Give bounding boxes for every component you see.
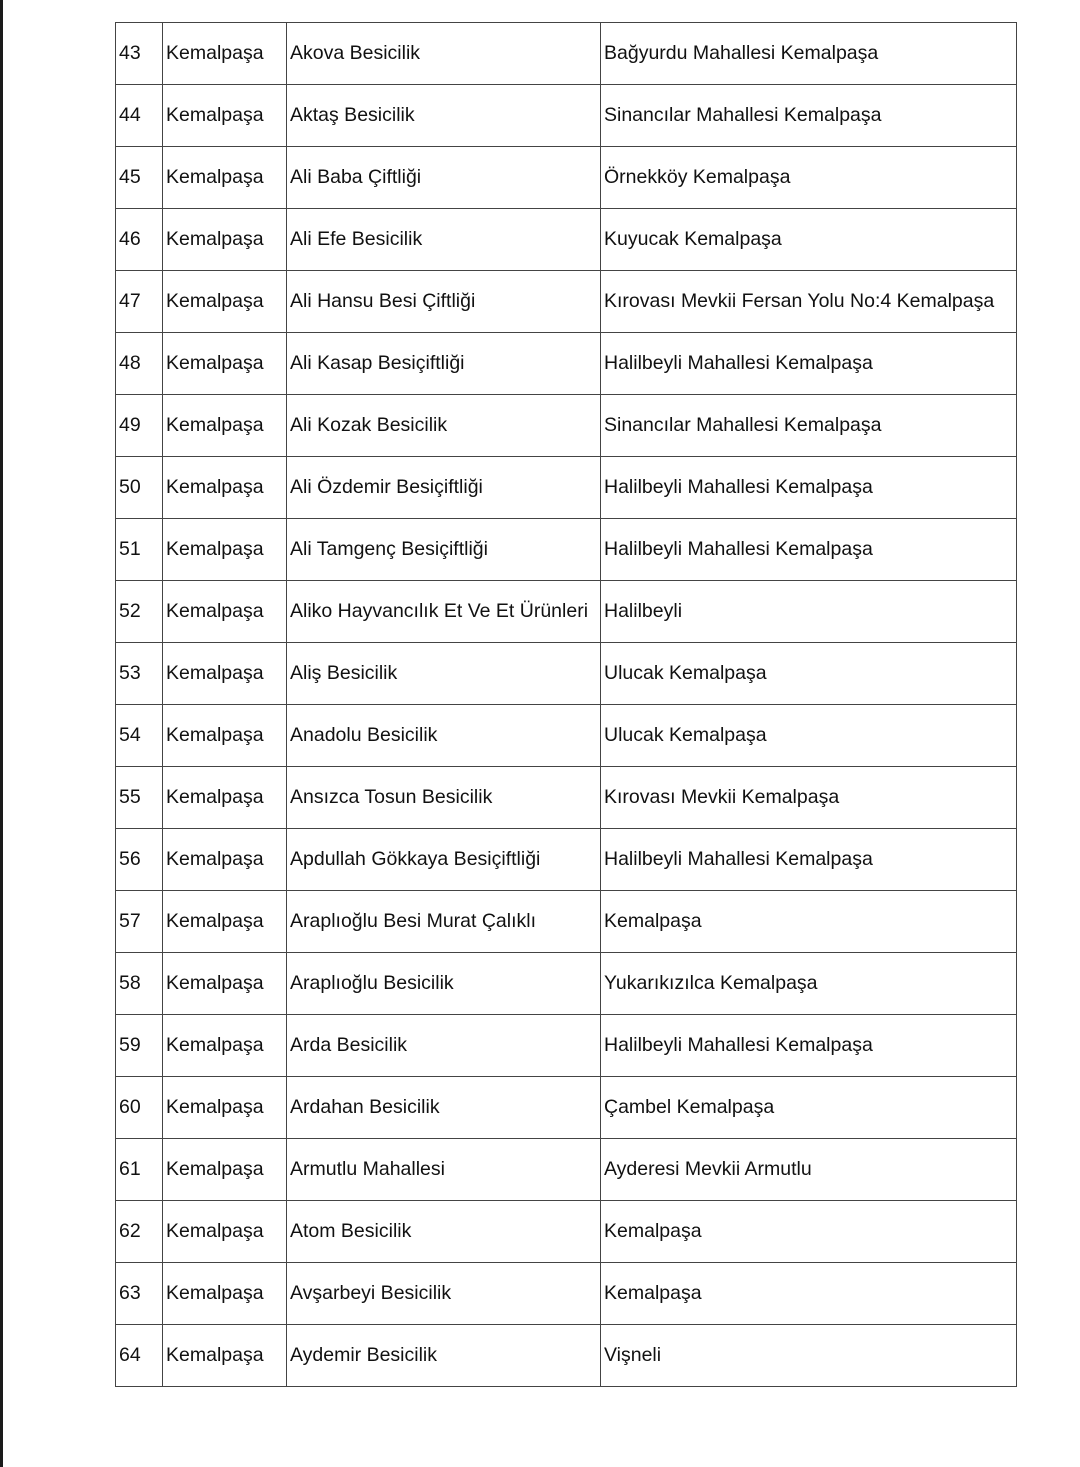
business-name-cell: Araplıoğlu Besi Murat Çalıklı [287, 891, 601, 953]
table-row [116, 1325, 1017, 1387]
address-cell: Halilbeyli Mahallesi Kemalpaşa [601, 457, 1017, 519]
address-cell: Halilbeyli [601, 581, 1017, 643]
business-name-cell: Ali Tamgenç Besiçiftliği [287, 519, 601, 581]
row-number-cell: 47 [116, 271, 163, 333]
table-row [116, 209, 1017, 271]
row-number-cell: 45 [116, 147, 163, 209]
table-row [116, 643, 1017, 705]
business-name-cell: Ali Hansu Besi Çiftliği [287, 271, 601, 333]
district-cell: Kemalpaşa [163, 581, 287, 643]
row-number-cell: 58 [116, 953, 163, 1015]
business-name-cell: Ali Özdemir Besiçiftliği [287, 457, 601, 519]
business-name-cell: Ali Efe Besicilik [287, 209, 601, 271]
table-row [116, 767, 1017, 829]
address-cell: Kemalpaşa [601, 1263, 1017, 1325]
district-cell: Kemalpaşa [163, 1325, 287, 1387]
business-name-cell: Ali Kasap Besiçiftliği [287, 333, 601, 395]
district-cell: Kemalpaşa [163, 1139, 287, 1201]
address-cell: Ulucak Kemalpaşa [601, 705, 1017, 767]
row-number-cell: 62 [116, 1201, 163, 1263]
row-number-cell: 63 [116, 1263, 163, 1325]
row-number-cell: 54 [116, 705, 163, 767]
table-row [116, 147, 1017, 209]
business-name-cell: Atom Besicilik [287, 1201, 601, 1263]
table-row [116, 271, 1017, 333]
district-cell: Kemalpaşa [163, 271, 287, 333]
row-number-cell: 50 [116, 457, 163, 519]
address-cell: Halilbeyli Mahallesi Kemalpaşa [601, 519, 1017, 581]
district-cell: Kemalpaşa [163, 395, 287, 457]
business-name-cell: Aktaş Besicilik [287, 85, 601, 147]
address-cell: Kemalpaşa [601, 891, 1017, 953]
business-name-cell: Ansızca Tosun Besicilik [287, 767, 601, 829]
address-cell: Yukarıkızılca Kemalpaşa [601, 953, 1017, 1015]
district-cell: Kemalpaşa [163, 705, 287, 767]
address-cell: Ayderesi Mevkii Armutlu [601, 1139, 1017, 1201]
address-cell: Sinancılar Mahallesi Kemalpaşa [601, 85, 1017, 147]
row-number-cell: 61 [116, 1139, 163, 1201]
district-cell: Kemalpaşa [163, 1263, 287, 1325]
district-cell: Kemalpaşa [163, 209, 287, 271]
district-cell: Kemalpaşa [163, 643, 287, 705]
row-number-cell: 51 [116, 519, 163, 581]
business-name-cell: Ali Baba Çiftliği [287, 147, 601, 209]
district-cell: Kemalpaşa [163, 953, 287, 1015]
business-name-cell: Armutlu Mahallesi [287, 1139, 601, 1201]
address-cell: Halilbeyli Mahallesi Kemalpaşa [601, 829, 1017, 891]
district-cell: Kemalpaşa [163, 457, 287, 519]
district-cell: Kemalpaşa [163, 147, 287, 209]
table-row [116, 1201, 1017, 1263]
address-cell: Bağyurdu Mahallesi Kemalpaşa [601, 23, 1017, 85]
table-row [116, 581, 1017, 643]
district-cell: Kemalpaşa [163, 1077, 287, 1139]
table-row [116, 953, 1017, 1015]
district-cell: Kemalpaşa [163, 85, 287, 147]
district-cell: Kemalpaşa [163, 23, 287, 85]
business-name-cell: Apdullah Gökkaya Besiçiftliği [287, 829, 601, 891]
address-cell: Halilbeyli Mahallesi Kemalpaşa [601, 333, 1017, 395]
row-number-cell: 43 [116, 23, 163, 85]
business-name-cell: Akova Besicilik [287, 23, 601, 85]
address-cell: Vişneli [601, 1325, 1017, 1387]
address-cell: Kemalpaşa [601, 1201, 1017, 1263]
district-cell: Kemalpaşa [163, 1201, 287, 1263]
table-row [116, 705, 1017, 767]
district-cell: Kemalpaşa [163, 519, 287, 581]
table-row [116, 1263, 1017, 1325]
address-cell: Sinancılar Mahallesi Kemalpaşa [601, 395, 1017, 457]
table-row [116, 85, 1017, 147]
table-body [116, 23, 1017, 1387]
table-row [116, 395, 1017, 457]
table-row [116, 1077, 1017, 1139]
address-cell: Çambel Kemalpaşa [601, 1077, 1017, 1139]
table-row [116, 829, 1017, 891]
row-number-cell: 46 [116, 209, 163, 271]
row-number-cell: 56 [116, 829, 163, 891]
row-number-cell: 49 [116, 395, 163, 457]
row-number-cell: 59 [116, 1015, 163, 1077]
business-name-cell: Arda Besicilik [287, 1015, 601, 1077]
address-cell: Kuyucak Kemalpaşa [601, 209, 1017, 271]
district-cell: Kemalpaşa [163, 829, 287, 891]
business-name-cell: Ardahan Besicilik [287, 1077, 601, 1139]
document-page [3, 0, 1080, 1467]
business-name-cell: Ali Kozak Besicilik [287, 395, 601, 457]
row-number-cell: 48 [116, 333, 163, 395]
address-cell: Kırovası Mevkii Fersan Yolu No:4 Kemalpaşa [601, 271, 1017, 333]
business-name-cell: Anadolu Besicilik [287, 705, 601, 767]
row-number-cell: 57 [116, 891, 163, 953]
table-row [116, 457, 1017, 519]
row-number-cell: 55 [116, 767, 163, 829]
table-row [116, 1015, 1017, 1077]
row-number-cell: 60 [116, 1077, 163, 1139]
district-cell: Kemalpaşa [163, 1015, 287, 1077]
table-row [116, 23, 1017, 85]
business-name-cell: Aliko Hayvancılık Et Ve Et Ürünleri [287, 581, 601, 643]
table-row [116, 1139, 1017, 1201]
address-cell: Ulucak Kemalpaşa [601, 643, 1017, 705]
address-cell: Halilbeyli Mahallesi Kemalpaşa [601, 1015, 1017, 1077]
address-cell: Kırovası Mevkii Kemalpaşa [601, 767, 1017, 829]
table-row [116, 891, 1017, 953]
address-cell: Örnekköy Kemalpaşa [601, 147, 1017, 209]
row-number-cell: 64 [116, 1325, 163, 1387]
district-cell: Kemalpaşa [163, 333, 287, 395]
farm-list-table [115, 22, 1017, 1387]
row-number-cell: 52 [116, 581, 163, 643]
business-name-cell: Araplıoğlu Besicilik [287, 953, 601, 1015]
district-cell: Kemalpaşa [163, 891, 287, 953]
row-number-cell: 53 [116, 643, 163, 705]
district-cell: Kemalpaşa [163, 767, 287, 829]
table-row [116, 519, 1017, 581]
row-number-cell: 44 [116, 85, 163, 147]
table-row [116, 333, 1017, 395]
business-name-cell: Aydemir Besicilik [287, 1325, 601, 1387]
business-name-cell: Aliş Besicilik [287, 643, 601, 705]
business-name-cell: Avşarbeyi Besicilik [287, 1263, 601, 1325]
